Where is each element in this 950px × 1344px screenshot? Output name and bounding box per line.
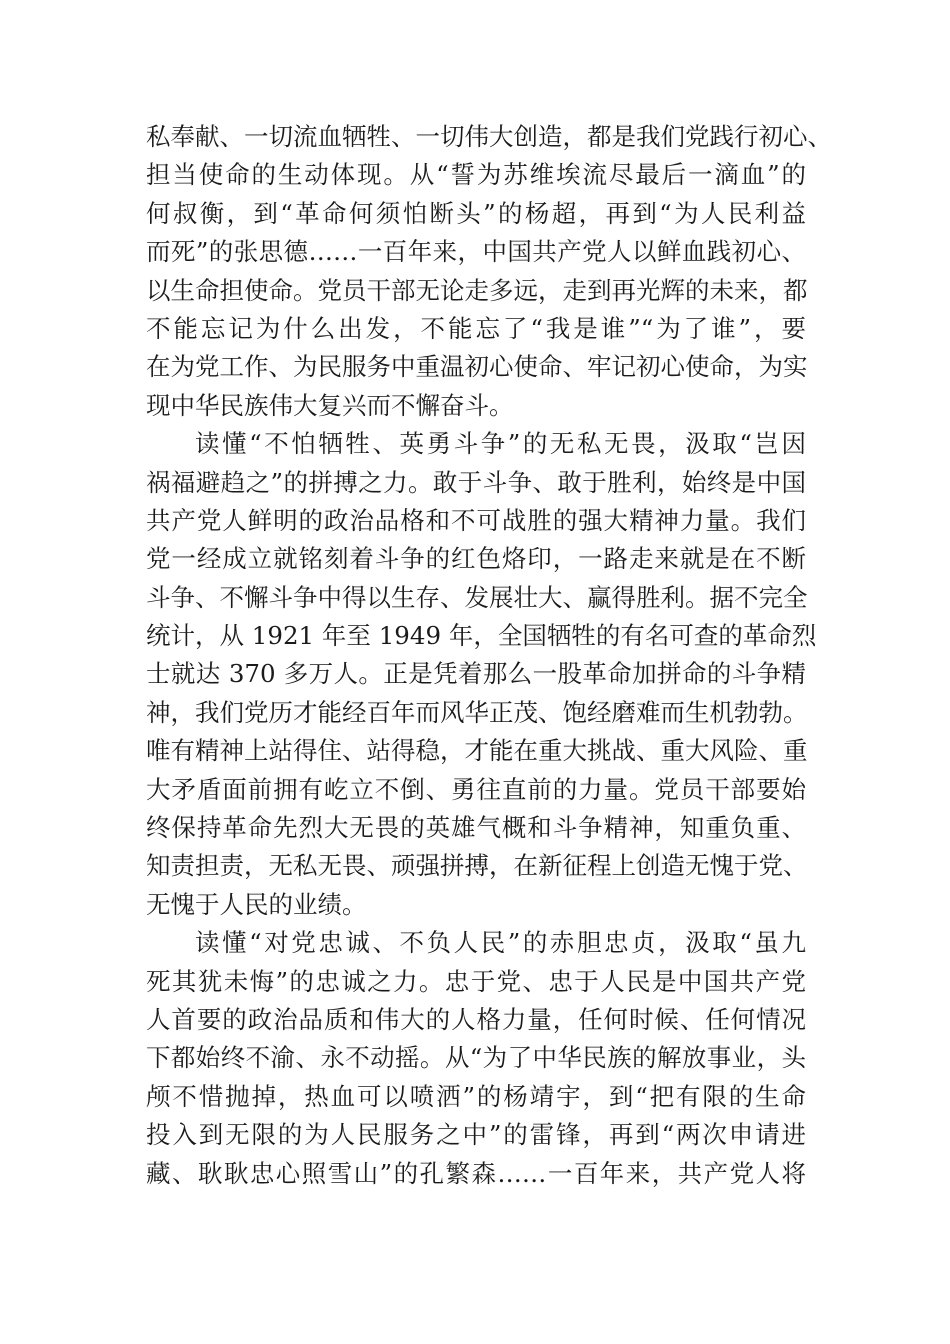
text-line: 神，我们党历才能经百年而风华正茂、饱经磨难而生机勃勃。 [146, 697, 808, 727]
text-line: 现中华民族伟大复兴而不懈奋斗。 [146, 390, 514, 420]
text-line: 投入到无限的为人民服务之中”的雷锋，再到“两次申请进 [146, 1120, 806, 1150]
body-text [146, 118, 832, 1193]
text-line: 而死”的张思德……一百年来，中国共产党人以鲜血践初心、 [146, 237, 806, 267]
text-line: 共产党人鲜明的政治品格和不可战胜的强大精神力量。我们 [146, 505, 806, 535]
text-line: 斗争、不懈斗争中得以生存、发展壮大、赢得胜利。据不完全 [146, 582, 808, 612]
text-line: 下都始终不渝、永不动摇。从“为了中华民族的解放事业，头 [146, 1043, 806, 1073]
text-line: 读懂“对党忠诚、不负人民”的赤胆忠贞，汲取“虽九 [195, 928, 806, 958]
text-line: 大矛盾面前拥有屹立不倒、勇往直前的力量。党员干部要始 [146, 774, 806, 804]
text-line: 死其犹未悔”的忠诚之力。忠于党、忠于人民是中国共产党 [146, 966, 806, 996]
text-line: 无愧于人民的业绩。 [146, 889, 367, 919]
text-line: 士就达 370 多万人。正是凭着那么一股革命加拼命的斗争精 [146, 659, 806, 689]
text-line: 知责担责，无私无畏、顽强拼搏，在新征程上创造无愧于党、 [146, 851, 808, 881]
text-line: 祸福避趋之”的拼搏之力。敢于斗争、敢于胜利，始终是中国 [146, 467, 806, 497]
text-line: 在为党工作、为民服务中重温初心使命、牢记初心使命，为实 [146, 352, 808, 382]
text-line: 以生命担使命。党员干部无论走多远，走到再光辉的未来，都 [146, 275, 808, 305]
paragraph-1 [146, 118, 832, 425]
text-line: 担当使命的生动体现。从“誓为苏维埃流尽最后一滴血”的 [146, 160, 806, 190]
text-line: 党一经成立就铭刻着斗争的红色烙印，一路走来就是在不断 [146, 544, 806, 574]
text-line: 藏、耿耿忠心照雪山”的孔繁森……一百年来，共产党人将 [146, 1158, 806, 1188]
text-line: 唯有精神上站得住、站得稳，才能在重大挑战、重大风险、重 [146, 736, 808, 766]
text-line: 不能忘记为什么出发，不能忘了“我是谁”“为了谁”，要 [146, 313, 806, 343]
text-line: 人首要的政治品质和伟大的人格力量，任何时候、任何情况 [146, 1004, 806, 1034]
text-line: 终保持革命先烈大无畏的英雄气概和斗争精神，知重负重、 [146, 813, 806, 843]
text-line: 统计，从 1921 年至 1949 年，全国牺牲的有名可查的革命烈 [146, 621, 817, 651]
text-line: 读懂“不怕牺牲、英勇斗争”的无私无畏，汲取“岂因 [195, 429, 806, 459]
paragraph-3 [146, 924, 806, 1193]
text-line: 颅不惜抛掉，热血可以喷洒”的杨靖宇，到“把有限的生命 [146, 1081, 806, 1111]
text-line: 私奉献、一切流血牺牲、一切伟大创造，都是我们党践行初心、 [146, 122, 832, 151]
paragraph-2 [146, 425, 817, 924]
text-line: 何叔衡，到“革命何须怕断头”的杨超，再到“为人民利益 [146, 198, 806, 228]
